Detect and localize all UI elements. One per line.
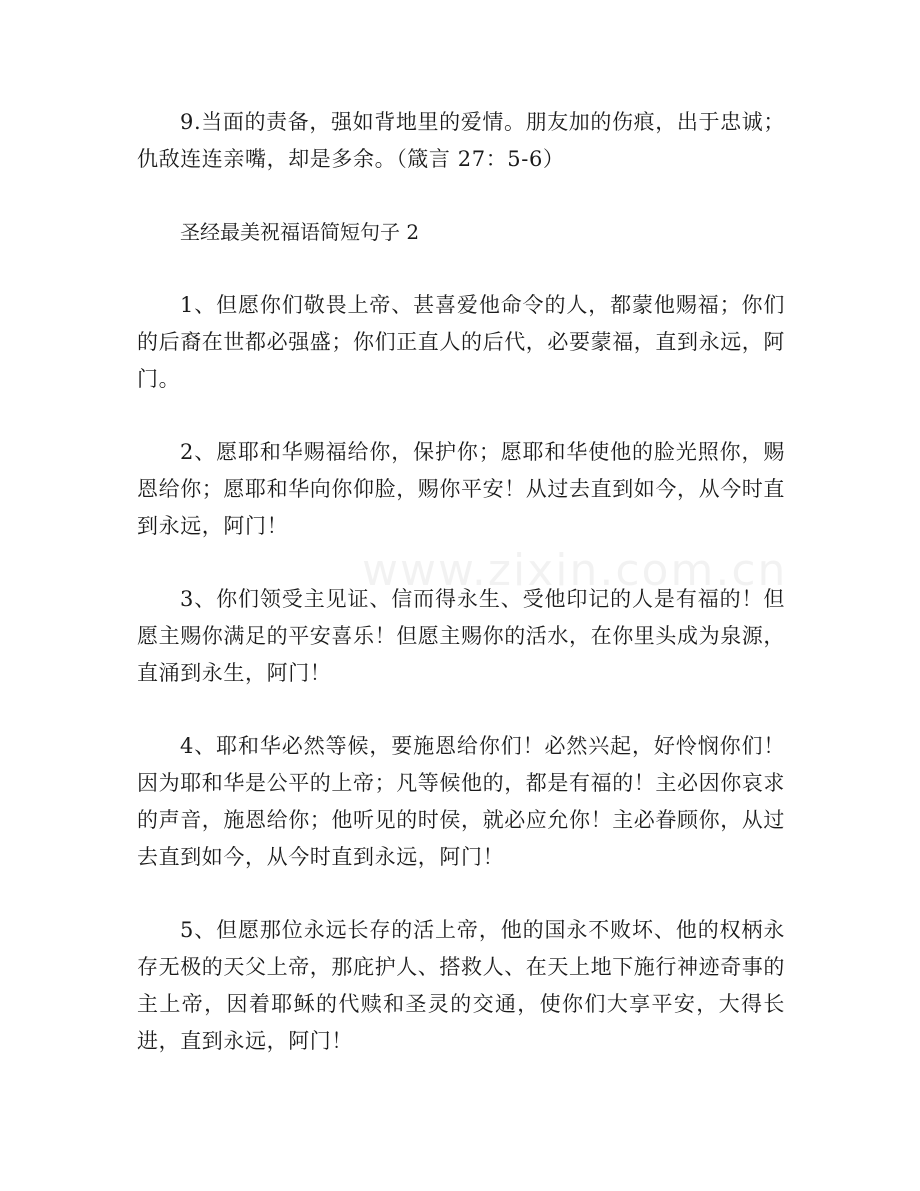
paragraph-5: 5、但愿那位永远长存的活上帝，他的国永不败坏、他的权柄永存无极的天父上帝，那庇护人、搭救人、在天上地下施行神迹奇事的主上帝，因着耶稣的代赎和圣灵的交通，使你们大享平安，大得长进，直到永远，阿门！ bbox=[137, 918, 785, 1053]
spacer bbox=[137, 545, 785, 581]
paragraph-1: 1、但愿你们敬畏上帝、甚喜爱他命令的人，都蒙他赐福；你们的后裔在世都必强盛；你们正直人的后代，必要蒙福，直到永远，阿门。 bbox=[137, 293, 785, 391]
paragraph-2: 2、愿耶和华赐福给你，保护你；愿耶和华使他的脸光照你，赐恩给你；愿耶和华向你仰脸，赐你平安！从过去直到如今，从今时直到永远，阿门！ bbox=[137, 440, 785, 538]
spacer bbox=[137, 692, 785, 728]
spacer bbox=[137, 876, 785, 912]
paragraph-9: 9.当面的责备，强如背地里的爱情。朋友加的伤痕，出于忠诚；仇敌连连亲嘴，却是多余。（箴言 27：5-6） bbox=[137, 110, 785, 171]
spacer bbox=[137, 398, 785, 434]
document-page bbox=[137, 104, 788, 1060]
spacer bbox=[137, 251, 785, 287]
section-heading: 圣经最美祝福语简短句子 2 bbox=[180, 220, 420, 244]
spacer bbox=[137, 178, 785, 214]
watermark: www.zixin.com.cn bbox=[362, 545, 788, 596]
paragraph-4: 4、耶和华必然等候，要施恩给你们！必然兴起，好怜悯你们！因为耶和华是公平的上帝；凡等候他的，都是有福的！主必因你哀求的声音，施恩给你；他听见的时侯，就必应允你！主必眷顾你，从过去直到如今，从今时直到永远，阿门！ bbox=[137, 734, 785, 869]
paragraph-3: 3、你们领受主见证、信而得永生、受他印记的人是有福的！但愿主赐你满足的平安喜乐！但愿主赐你的活水，在你里头成为泉源，直涌到永生，阿门！ bbox=[137, 587, 785, 685]
